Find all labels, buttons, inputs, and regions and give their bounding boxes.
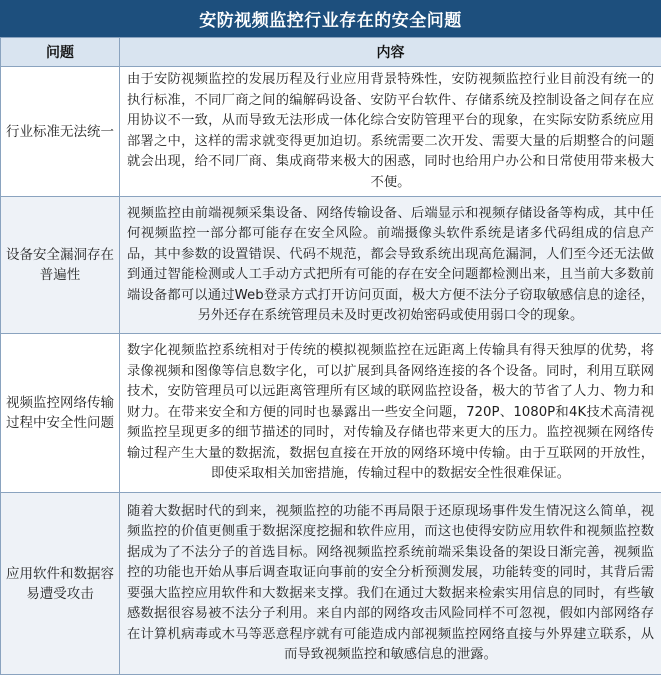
issue-cell: 应用软件和数据容易遭受攻击 <box>1 493 120 675</box>
table-row <box>1 67 661 197</box>
table-header-row <box>1 38 661 67</box>
table-row <box>1 197 661 334</box>
issue-cell: 视频监控网络传输过程中安全性问题 <box>1 334 120 493</box>
content-cell: 数字化视频监控系统相对于传统的模拟视频监控在远距离上传输具有得天独厚的优势，将录像视频和图像等信息数字化，可以扩展到具备网络连接的各个设备。同时，利用互联网技术，安防管理员可以远距离管理所有区域的联网监控设备，极大的节省了人力、物力和财力。在带来安全和方便的同时也暴露出一些安全问题，720P、1080P和4K技术高清视频监控呈现更多的细节描述的同时，对传输及存储也带来更大的压力。监控视频在网络传输过程产生大量的数据流，数据包直接在开放的网络环境中传输。由于互联网的开放性，即使采取相关加密措施，传输过程中的数据安全性很难保证。 <box>120 334 661 493</box>
content-cell: 由于安防视频监控的发展历程及行业应用背景特殊性，安防视频监控行业目前没有统一的执行标准，不同厂商之间的编解码设备、安防平台软件、存储系统及控制设备之间存在应用协议不一致，从而导致无法形成一体化综合安防管理平台的现象，在实际安防系统应用部署之中，这样的需求就变得更加迫切。系统需要二次开发、需要大量的后期整合的问题就会出现，给不同厂商、集成商带来极大的困惑，同时也给用户办公和日常使用带来极大不便。 <box>120 67 661 197</box>
table-title: 安防视频监控行业存在的安全问题 <box>0 0 661 37</box>
issue-cell: 行业标准无法统一 <box>1 67 120 197</box>
table-row <box>1 493 661 675</box>
content-cell: 视频监控由前端视频采集设备、网络传输设备、后端显示和视频存储设备等构成，其中任何视频监控一部分都可能存在安全风险。前端摄像头软件系统是诸多代码组成的信息产品，其中参数的设置错误、代码不规范，都会导致系统出现高危漏洞，人们至今还无法做到通过智能检测或人工手动方式把所有可能的存在安全问题都检测出来，且当前大多数前端设备都可以通过Web登录方式打开访问页面，极大方便不法分子窃取敏感信息的途径，另外还存在系统管理员未及时更改初始密码或使用弱口令的现象。 <box>120 197 661 334</box>
issues-table <box>0 37 661 675</box>
issue-cell: 设备安全漏洞存在普遍性 <box>1 197 120 334</box>
header-content: 内容 <box>120 38 661 67</box>
table-row <box>1 334 661 493</box>
content-cell: 随着大数据时代的到来，视频监控的功能不再局限于还原现场事件发生情况这么简单，视频监控的价值更侧重于数据深度挖掘和软件应用，而这也使得安防应用软件和视频监控数据成为了不法分子的首选目标。网络视频监控系统前端采集设备的架设日渐完善，视频监控的功能也开始从事后调查取证向事前的安全分析预测发展，功能转变的同时，其背后需要强大监控应用软件和大数据来支撑。我们在通过大数据来检索实用信息的同时，有些敏感数据很容易被不法分子利用。来自内部的网络攻击风险同样不可忽视，假如内部网络存在计算机病毒或木马等恶意程序就有可能造成内部视频监控网络直接与外界建立联系，从而导致视频监控和敏感信息的泄露。 <box>120 493 661 675</box>
header-issue: 问题 <box>1 38 120 67</box>
